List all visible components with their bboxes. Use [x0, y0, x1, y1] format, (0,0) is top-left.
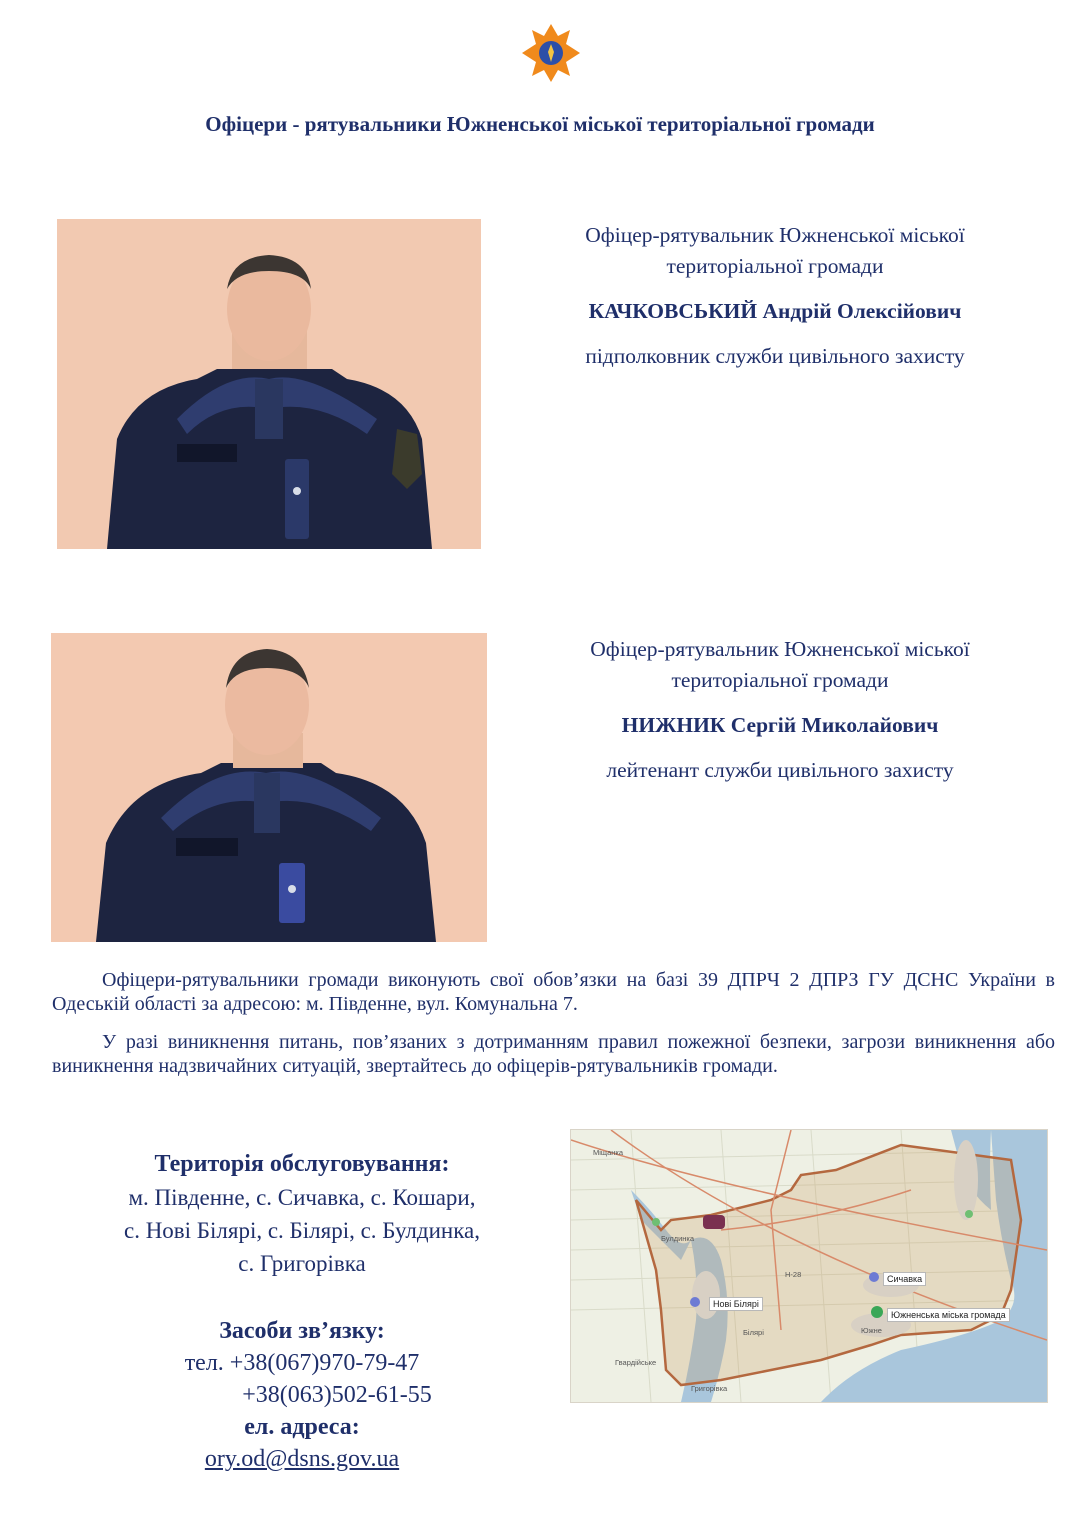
territory-line: м. Південне, с. Сичавка, с. Кошари,: [128, 1185, 476, 1210]
contacts-heading: Засоби зв’язку:: [219, 1318, 385, 1344]
map-label-mischanka: Міщанка: [593, 1148, 624, 1157]
officer-position: Офіцер-рятувальник Южненської міської: [585, 223, 965, 247]
officer-position: територіальної громади: [666, 254, 884, 278]
email-link[interactable]: ory.od@dsns.gov.ua: [204, 1446, 400, 1472]
territory-line: с. Нові Білярі, с. Білярі, с. Булдинка,: [123, 1218, 481, 1243]
territory-line: с. Григорівка: [238, 1251, 366, 1276]
officer-photo-1: [57, 219, 481, 549]
contacts: [52, 1315, 552, 1475]
officer-rank: лейтенант служби цивільного захисту: [606, 758, 954, 782]
officer-rank: підполковник служби цивільного захисту: [585, 344, 965, 368]
dsns-emblem-icon: [520, 22, 582, 84]
service-territory: [52, 1148, 552, 1280]
phone-2: +38(063)502-61-55: [242, 1382, 432, 1408]
contact-advice-paragraph: [52, 1030, 1055, 1078]
territory-map: [570, 1129, 1048, 1403]
email-heading: ел. адреса:: [244, 1414, 360, 1440]
map-label-hvardiiske: Гвардійське: [615, 1358, 657, 1367]
page-title: Офіцери - рятувальники Южненської міської територіальної громади: [205, 112, 875, 136]
officer-photo-2: [51, 633, 487, 942]
officer-card-1: [520, 220, 1030, 372]
map-label-novi-biliari: Нові Білярі: [709, 1297, 763, 1311]
map-label-yuzhne: Южне: [861, 1326, 882, 1335]
officer-card-2: [520, 634, 1040, 786]
officer-name: НИЖНИК Сергій Миколайович: [621, 713, 939, 737]
map-label-hryhorivka: Григорівка: [691, 1384, 728, 1393]
paragraph-text: Офіцери-рятувальники громади виконують свої обов’язки на базі 39 ДПРЧ 2 ДПРЗ ГУ ДСНС України в Одеській області за адресою: м. Південне, вул. Комунальна 7.: [52, 969, 1055, 1015]
map-label-sychavka: Сичавка: [883, 1272, 926, 1286]
map-label-hromada: Южненська міська громада: [887, 1308, 1010, 1322]
map-label-road: Н-28: [785, 1270, 802, 1279]
map-label-buldynka: Булдинка: [661, 1234, 695, 1243]
duty-paragraph: [52, 968, 1055, 1016]
officer-position: територіальної громади: [671, 668, 889, 692]
map-label-biliari: Білярі: [743, 1328, 764, 1337]
officer-position: Офіцер-рятувальник Южненської міської: [590, 637, 970, 661]
officer-name: КАЧКОВСЬКИЙ Андрій Олексійович: [588, 299, 962, 323]
phone-1: тел. +38(067)970-79-47: [184, 1350, 420, 1376]
territory-heading: Територія обслуговування:: [154, 1151, 450, 1177]
paragraph-text: У разі виникнення питань, пов’язаних з дотриманням правил пожежної безпеки, загрози виникнення або виникнення надзвичайних ситуацій, звертайтесь до офіцерів-рятувальників громади.: [52, 1031, 1055, 1077]
